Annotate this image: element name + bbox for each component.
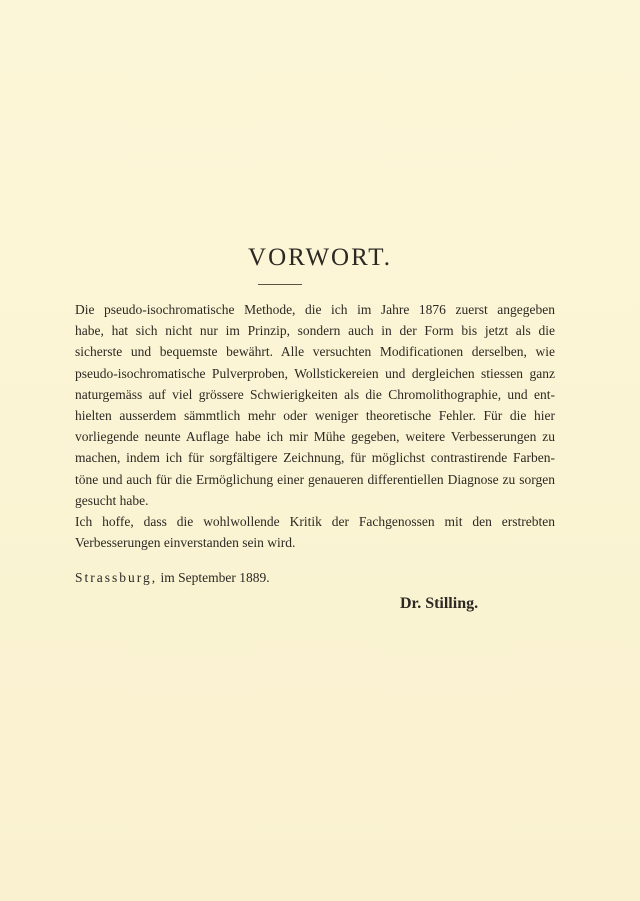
text-line: sicherste und bequemste bewährt. Alle versuchten Modificationen derselben, wie <box>75 344 555 360</box>
text-line: machen, indem ich für sorgfältigere Zeichnung, für möglichst contrastirende Farben- <box>75 450 555 466</box>
title-divider <box>258 284 302 285</box>
text-line: naturgemäss auf viel grössere Schwierigkeiten als die Chromolithographie, und ent- <box>75 386 555 402</box>
text-line: Ich hoffe, dass die wohlwollende Kritik der Fachgenossen mit den erstrebten <box>75 514 555 530</box>
preface-body <box>75 299 555 553</box>
date-text: im September 1889. <box>160 570 270 585</box>
author-signature: Dr. Stilling. <box>400 595 479 612</box>
page-title: VORWORT. <box>248 244 392 271</box>
text-line: Verbesserungen einverstanden sein wird. <box>75 535 296 551</box>
text-line: hielten ausserdem sämmtlich mehr oder weniger theoretische Fehler. Für die hier <box>75 408 555 424</box>
place-date <box>75 570 270 586</box>
place-name: Strassburg, <box>75 570 158 585</box>
text-line: vorliegende neunte Auflage habe ich mir Mühe gegeben, weitere Verbesserungen zu <box>75 429 555 445</box>
text-line: pseudo-isochromatische Pulverproben, Wollstickereien und dergleichen stiessen ganz <box>75 365 555 381</box>
text-line: habe, hat sich nicht nur im Prinzip, sondern auch in der Form bis jetzt als die <box>75 323 555 339</box>
text-line: töne und auch für die Ermöglichung einer genaueren differentiellen Diagnose zu sorgen <box>75 471 555 487</box>
text-line: Die pseudo-isochromatische Methode, die ich im Jahre 1876 zuerst angegeben <box>75 302 555 317</box>
text-line: gesucht habe. <box>75 492 149 508</box>
